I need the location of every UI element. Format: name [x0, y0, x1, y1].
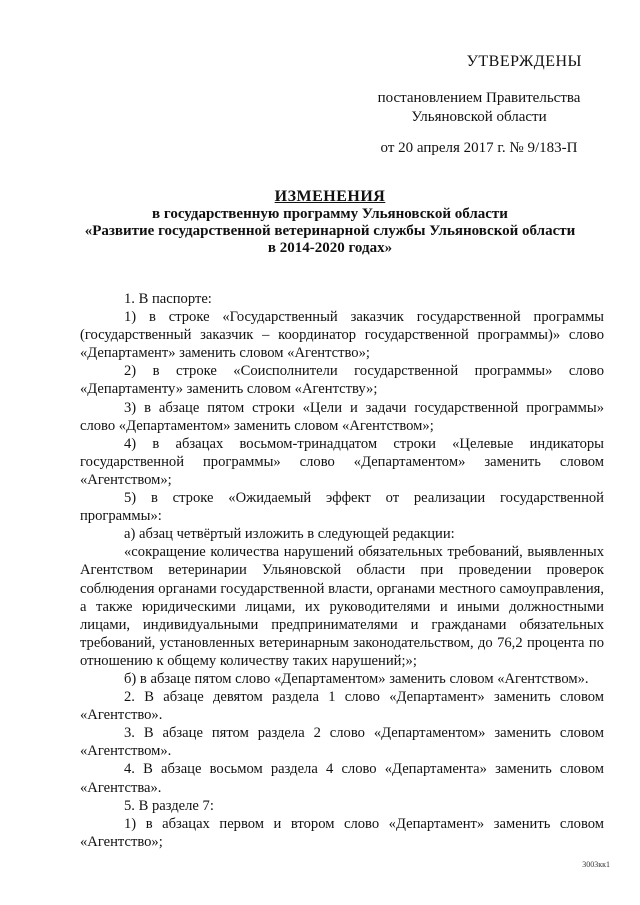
paragraph: 3) в абзаце пятом строки «Цели и задачи государственной программы» слово «Департаментом» заменить словом «Агентством»; — [80, 399, 604, 434]
heading-line-1: в государственную программу Ульяновской области — [152, 206, 508, 222]
paragraph: 1. В паспорте: — [124, 291, 212, 307]
approval-title: УТВЕРЖДЕНЫ — [466, 53, 582, 70]
paragraph: 4. В абзаце восьмом раздела 4 слово «Департамента» заменить словом «Агентства». — [80, 761, 604, 796]
document-body — [80, 290, 604, 851]
paragraph: 1) в строке «Государственный заказчик государственной программы (государственный заказчик – координатор государственной программы)» слово «Департамент» заменить словом «Агентство»; — [80, 309, 604, 362]
document-code: 3003кк1 — [582, 860, 610, 869]
paragraph: 2) в строке «Соисполнители государственной программы» слово «Департаменту» заменить словом «Агентству»; — [80, 363, 604, 398]
paragraph: 5) в строке «Ожидаемый эффект от реализации государственной программы»: — [80, 490, 604, 525]
paragraph: 2. В абзаце девятом раздела 1 слово «Департамент» заменить словом «Агентство». — [80, 689, 604, 724]
approval-line-resolution: постановлением Правительства — [377, 90, 581, 106]
approval-date-line: от 20 апреля 2017 г. № 9/183-П — [380, 140, 578, 156]
paragraph: б) в абзаце пятом слово «Департаментом» заменить словом «Агентством». — [124, 670, 589, 687]
paragraph: 5. В разделе 7: — [124, 797, 214, 814]
heading-line-3: в 2014-2020 годах» — [267, 240, 393, 256]
paragraph: 1) в абзацах первом и втором слово «Департамент» заменить словом «Агентство»; — [80, 815, 604, 850]
approval-block — [354, 52, 604, 158]
paragraph: «сокращение количества нарушений обязательных требований, выявленных Агентством ветеринарии Ульяновской области при проведении проверок соблюдения органами государственной власти, органами местного самоуправления, а также юридическими лицами, их руководителями и иными должностными лицами, индивидуальными предпринимателями и гражданами обязательных требований, установленных ветеринарным законодательством, до 76,2 процента по отношению к общему количеству таких нарушений;»; — [80, 544, 604, 669]
paragraph: 3. В абзаце пятом раздела 2 слово «Департаментом» заменить словом «Агентством». — [80, 725, 604, 760]
paragraph: 4) в абзацах восьмом-тринадцатом строки «Целевые индикаторы государственной программы» слово «Департаментом» заменить словом «Агентством»; — [80, 435, 604, 488]
document-title: ИЗМЕНЕНИЯ — [274, 188, 386, 205]
document-heading — [60, 188, 600, 257]
paragraph: а) абзац четвёртый изложить в следующей редакции: — [124, 526, 455, 543]
heading-line-2: «Развитие государственной ветеринарной службы Ульяновской области — [84, 223, 576, 239]
approval-line-region: Ульяновской области — [411, 109, 547, 125]
